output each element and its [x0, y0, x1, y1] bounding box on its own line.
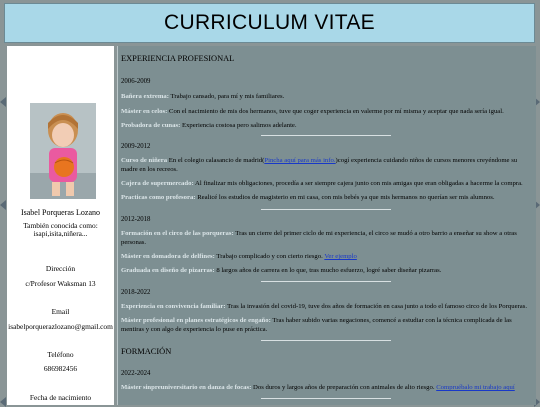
phone-value: 686982456: [43, 364, 78, 373]
experience-entry: [121, 157, 533, 174]
entry-text: Tras haber subido varias negaciones, comencé a estudiar con la técnica complicada de las mentiras y con algo de experiencia lo puse en práctica.: [121, 317, 512, 333]
check-work-link[interactable]: Compruébalo mi trabajo aquí: [436, 384, 515, 391]
entry-text: 8 largos años de carrera en lo que, tras mucho esfuerzo, logré saber diseñar pizarras.: [214, 267, 442, 274]
entry-text: Realicé los estudios de magisterio en mi casa, con mis bebés ya que mis hermanos no querían ser mis alumnos.: [195, 194, 495, 201]
experience-entry: [121, 253, 533, 262]
email-value: isabelporquerazlozano@gmail.com: [8, 322, 113, 331]
aka-label: También conocida como:: [23, 221, 98, 230]
education-entry: [121, 384, 533, 393]
entry-label: Máster profesional en planes estratégicos de engaño:: [121, 317, 271, 324]
experience-entry: [121, 230, 533, 247]
entry-label: Practicas como profesora:: [121, 194, 196, 201]
phone-label: Teléfono: [47, 350, 74, 359]
entry-text: )cogí experiencia cuidando niños de cursos menores creyéndome su madre en los recreos.: [121, 157, 518, 173]
experience-entry: [121, 303, 533, 312]
carousel-prev-arrow-icon[interactable]: [0, 97, 6, 107]
experience-entry: [121, 93, 533, 102]
entry-label: Máster en celos:: [121, 108, 168, 115]
more-info-link[interactable]: Pincha aquí para más info.: [264, 157, 336, 164]
divider: [261, 209, 391, 210]
cv-content: [117, 46, 536, 405]
entry-label: Máster en domadora de delfines:: [121, 253, 215, 260]
section-title-education: FORMACIÓN: [121, 347, 172, 356]
divider: [261, 135, 391, 136]
experience-entry: [121, 317, 533, 334]
entry-label: Probadora de cunas:: [121, 122, 181, 129]
section-title-experience: EXPERIENCIA PROFESIONAL: [121, 54, 235, 63]
period-heading: 2018-2022: [121, 289, 151, 296]
entry-text: Al finalizar mis obligaciones, procedía a ser siempre cajera junto con mis amigas que eran obligadas a hacerme la compra.: [193, 180, 523, 187]
experience-entry: [121, 122, 533, 131]
entry-label: Máster sinpreuniversitario en danza de focas:: [121, 384, 252, 391]
address-label: Dirección: [45, 264, 76, 273]
entry-text: En el colegio calasancio de madrid(: [167, 157, 265, 164]
birth-label: Fecha de nacimiento: [29, 393, 92, 402]
experience-entry: [121, 180, 533, 189]
entry-label: Curso de niñera: [121, 157, 168, 164]
entry-label: Cajera de supermercado:: [121, 180, 194, 187]
profile-name: Isabel Porqueras Lozano: [20, 208, 101, 217]
experience-entry: [121, 194, 533, 203]
experience-entry: [121, 108, 533, 117]
entry-text: Tras la invasión del covid-19, tuve dos años de formación en casa junto a todo el famoso circo de los Porqueras.: [225, 303, 528, 310]
email-label: Email: [51, 307, 70, 316]
entry-text: Dos duros y largos años de preparación con animales de alto riesgo.: [251, 384, 437, 391]
address-value: c/Profesor Waksman 13: [25, 279, 96, 288]
divider: [261, 340, 391, 341]
see-example-link[interactable]: Ver ejemplo: [324, 253, 357, 260]
period-heading: 2009-2012: [121, 143, 151, 150]
entry-label: Graduada en diseño de pizarras:: [121, 267, 215, 274]
entry-text: Experiencia costosa pero salimos adelante.: [180, 122, 297, 129]
period-heading: 2006-2009: [121, 78, 151, 85]
carousel-prev-arrow-icon-2[interactable]: [0, 200, 6, 210]
entry-text: Con el nacimiento de mis dos hermanos, tuve que coger experiencia en valerme por mí misma y aceptar que nada sería igual.: [167, 108, 504, 115]
entry-label: Formación en el circo de las porqueras:: [121, 230, 234, 237]
period-heading: 2022-2024: [121, 370, 151, 377]
period-heading: 2012-2018: [121, 216, 151, 223]
entry-label: Experiencia en convivencia familiar:: [121, 303, 226, 310]
entry-text: Trabajo complicado y con cierto riesgo.: [214, 253, 325, 260]
entry-label: Bañera extrema:: [121, 93, 169, 100]
divider: [261, 281, 391, 282]
profile-photo: [30, 103, 96, 199]
aka-value: isapi,isita,niñera...: [33, 229, 88, 238]
carousel-prev-arrow-icon-3[interactable]: [0, 397, 6, 407]
profile-sidebar: [7, 46, 114, 405]
entry-text: Tras un cierre del primer ciclo de mi experiencia, el circo se mudó a otro barrio a enseñar su show a otras personas.: [121, 230, 517, 246]
experience-entry: [121, 267, 533, 276]
page-title: CURRICULUM VITAE: [164, 11, 375, 34]
entry-text: Trabajo cansado, para mí y mis familiares.: [168, 93, 285, 100]
divider: [261, 398, 391, 399]
header-banner: [4, 3, 535, 43]
